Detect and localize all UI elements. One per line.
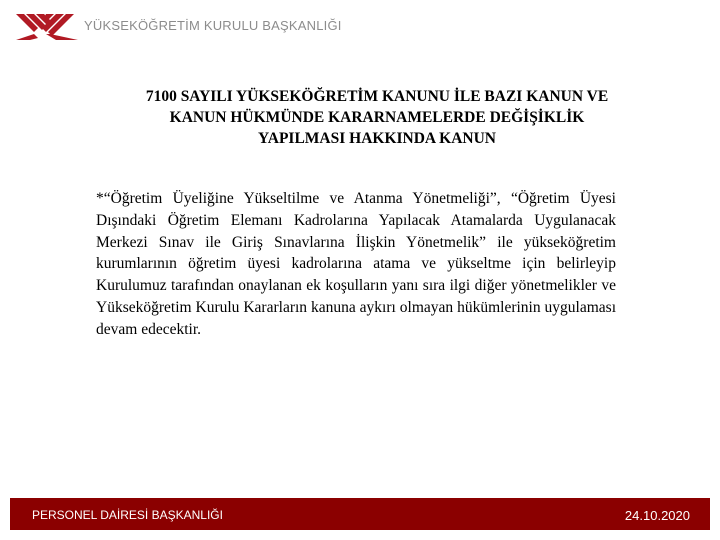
yok-logo-icon [16,14,78,40]
footer-date: 24.10.2020 [624,508,690,523]
slide-title: 7100 SAYILI YÜKSEKÖĞRETİM KANUNU İLE BAZI KANUN VE KANUN HÜKMÜNDE KARARNAMELERDE DEĞİŞİKLİK YAPILMASI HAKKINDA KANUN [145,88,609,147]
footer-department: PERSONEL DAİRESİ BAŞKANLIĞI [32,508,223,522]
slide-body: *“Öğretim Üyeliğine Yükseltilme ve Atanma Yönetmeliği”, “Öğretim Üyesi Dışındaki Öğretim Elemanı Kadrolarına Yapılacak Atamalarda Uygulanacak Merkezi Sınav ile Giriş Sınavlarına İlişkin Yönetmelik” ile yükseköğretim kurumlarının öğretim üyesi kadrolarına atama ve yükseltme için belirleyip Kurulumuz tarafından onaylanan ek koşulların yanı sıra ilgi diğer yönetmelikler ve Yükseköğretim Kurulu Kararların kanuna aykırı olmayan hükümlerinin uygulaması devam edecektir. [96,190,616,338]
org-name: YÜKSEKÖĞRETİM KURULU BAŞKANLIĞI [84,18,342,33]
